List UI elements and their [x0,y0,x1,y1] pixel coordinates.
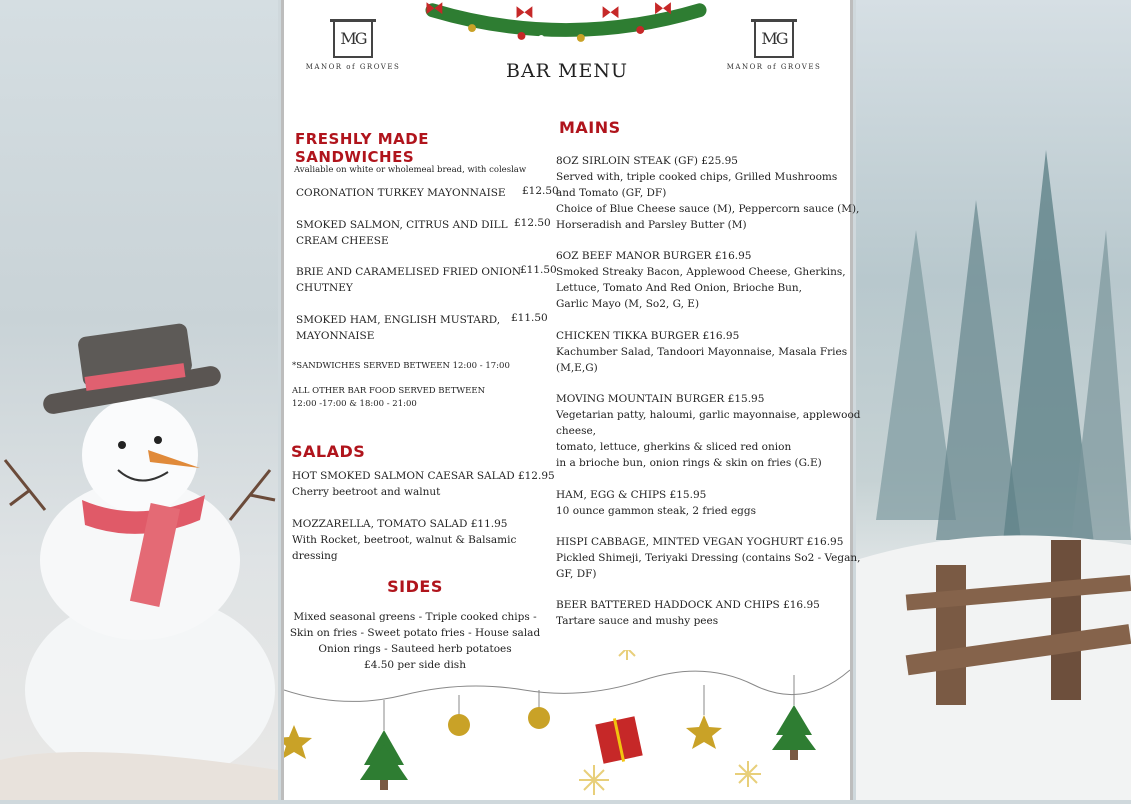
salad-item-title: HOT SMOKED SALMON CAESAR SALAD £12.95 [292,470,555,482]
salad-item-desc: With Rocket, beetroot, walnut & Balsamic [292,534,517,546]
sandwiches-note: Avaliable on white or wholemeal bread, with coleslaw [294,165,527,175]
mains-item-title: MOVING MOUNTAIN BURGER £15.95 [556,393,765,405]
sandwiches-heading-line1: FRESHLY MADE [295,130,429,148]
mains-item-desc: (M,E,G) [556,362,598,374]
mains-item-title: BEER BATTERED HADDOCK AND CHIPS £16.95 [556,599,820,611]
logo-mark [754,20,794,58]
sides-price: £4.50 per side dish [364,659,466,671]
salad-item-desc-cont: dressing [292,550,338,562]
logo-name: MANOR of GROVES [305,63,401,71]
salad-item-desc: Cherry beetroot and walnut [292,486,441,498]
sandwich-item-name: SMOKED HAM, ENGLISH MUSTARD, [296,314,501,326]
sides-line: Skin on fries - Sweet potato fries - House salad [289,627,541,639]
sides-line: Mixed seasonal greens - Triple cooked chips - [293,611,537,623]
mains-item-desc: 10 ounce gammon steak, 2 fried eggs [556,505,757,517]
mains-item-desc: GF, DF) [556,568,597,580]
snowman-illustration [0,0,278,800]
bar-food-serving-times-line2: 12:00 -17:00 & 18:00 - 21:00 [292,399,417,409]
sandwich-item-price: £11.50 [520,264,557,276]
sides-line: Onion rings - Sauteed herb potatoes [318,643,512,655]
mains-item-desc: tomato, lettuce, gherkins & sliced red onion [556,441,792,453]
hanging-ornaments-decoration [284,650,850,800]
logo-initials: MG [340,29,366,48]
mains-item-desc: Kachumber Salad, Tandoori Mayonnaise, Masala Fries [556,346,848,358]
mains-item-desc: Horseradish and Parsley Butter (M) [556,219,747,231]
sandwich-serving-times: *SANDWICHES SERVED BETWEEN 12:00 - 17:00 [292,361,510,371]
sandwich-item-price: £12.50 [522,185,559,197]
sandwich-item-name: CORONATION TURKEY MAYONNAISE [296,187,506,199]
mains-item-title: HAM, EGG & CHIPS £15.95 [556,489,707,501]
bar-food-serving-times-line1: ALL OTHER BAR FOOD SERVED BETWEEN [292,386,486,396]
sandwich-item-name-cont: CREAM CHEESE [296,235,389,247]
mains-item-desc: Tartare sauce and mushy pees [556,615,719,627]
sandwich-item-name-cont: MAYONNAISE [296,330,375,342]
sandwich-item-price: £11.50 [511,312,548,324]
right-background-winter-scene [856,0,1131,800]
sandwich-item-name: BRIE AND CARAMELISED FRIED ONION [296,266,522,278]
mains-item-title: CHICKEN TIKKA BURGER £16.95 [556,330,740,342]
mains-item-desc: in a brioche bun, onion rings & skin on fries (G.E) [556,457,822,469]
logo-initials: MG [761,29,787,48]
menu-title: BAR MENU [506,60,628,82]
mains-item-desc: Choice of Blue Cheese sauce (M), Peppercorn sauce (M), [556,203,860,215]
mains-item-desc: Pickled Shimeji, Teriyaki Dressing (contains So2 - Vegan, [556,552,861,564]
menu-card [281,0,861,800]
sandwiches-heading-line2: SANDWICHES [295,148,415,166]
mains-item-desc: Served with, triple cooked chips, Grilled Mushrooms [556,171,838,183]
sandwich-item-name: SMOKED SALMON, CITRUS AND DILL [296,219,508,231]
sandwich-item-price: £12.50 [514,217,551,229]
mains-item-desc: Smoked Streaky Bacon, Applewood Cheese, Gherkins, [556,266,846,278]
logo-name: MANOR of GROVES [726,63,822,71]
winter-trees-fence-illustration [856,0,1131,800]
salad-item-title: MOZZARELLA, TOMATO SALAD £11.95 [292,518,508,530]
mains-item-desc: and Tomato (GF, DF) [556,187,667,199]
mains-item-title: HISPI CABBAGE, MINTED VEGAN YOGHURT £16.95 [556,536,844,548]
logo-mark [333,20,373,58]
salads-heading: SALADS [291,442,366,461]
mains-item-desc: cheese, [556,425,597,437]
mains-heading: MAINS [559,118,621,137]
left-background-snowman [0,0,278,800]
mains-item-title: 6OZ BEEF MANOR BURGER £16.95 [556,250,752,262]
mains-item-desc: Garlic Mayo (M, So2, G, E) [556,298,700,310]
mains-item-title: 8OZ SIRLOIN STEAK (GF) £25.95 [556,155,738,167]
mains-item-desc: Lettuce, Tomato And Red Onion, Brioche Bun, [556,282,803,294]
mains-item-desc: Vegetarian patty, haloumi, garlic mayonnaise, applewood [556,409,861,421]
sandwich-item-name-cont: CHUTNEY [296,282,353,294]
sides-heading: SIDES [387,577,443,596]
